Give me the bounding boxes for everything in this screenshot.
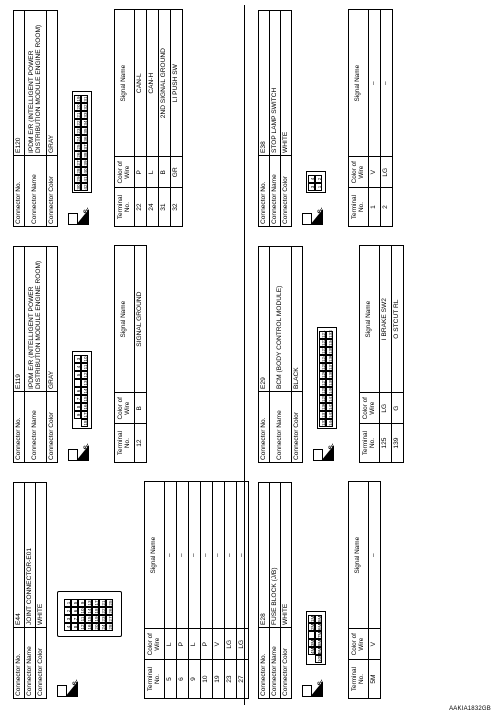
- terminal-row: [369, 482, 381, 699]
- pin-cell: 25: [108, 600, 113, 606]
- info-row: [281, 483, 292, 699]
- pin-cell: 141: [328, 394, 333, 402]
- pin-cell: 24: [76, 136, 81, 142]
- info-row: [25, 247, 47, 463]
- hs-label: H.S.: [317, 207, 324, 220]
- pin-cell: 28: [108, 624, 113, 630]
- pin-cell: 23: [76, 128, 81, 134]
- connector-color: GRAY: [47, 11, 58, 156]
- connector-number: E44: [14, 483, 25, 628]
- signal-name: –: [237, 482, 249, 629]
- terminal-no: 5M: [369, 660, 381, 699]
- pin-cell: 29: [76, 176, 81, 182]
- pin-cell: 130: [321, 402, 326, 410]
- pin-cell: 25: [76, 144, 81, 150]
- pin-cell: 144: [328, 418, 333, 426]
- info-row: [25, 483, 36, 699]
- info-label: Connector No.: [259, 156, 270, 227]
- connector-info-table: [258, 10, 292, 227]
- pin-cell: 17: [83, 412, 88, 418]
- info-label: Connector Color: [292, 392, 303, 463]
- terminal-table: [359, 245, 404, 463]
- terminal-row: [381, 10, 393, 227]
- pin-cell: 4: [64, 623, 71, 631]
- signal-name-header: Signal Name: [145, 482, 165, 629]
- connector-number: E119: [14, 247, 25, 392]
- signal-name: O STCUT RL: [392, 246, 404, 393]
- wire-color: LG: [225, 629, 237, 660]
- info-label: Connector No.: [14, 156, 25, 227]
- wire-color: B: [135, 393, 147, 424]
- pin-cell: 26: [76, 152, 81, 158]
- pin-cell: 122: [321, 338, 326, 346]
- info-row: [281, 11, 292, 227]
- signal-name: –: [201, 482, 213, 629]
- wire-color: GR: [171, 157, 183, 188]
- signal-name-header: Signal Name: [349, 482, 369, 629]
- signal-name: CAN-H: [147, 10, 159, 157]
- terminal-no: 10: [201, 660, 213, 699]
- terminal-no: 31: [159, 188, 171, 227]
- hs-label: H.S.: [328, 443, 335, 456]
- pin-cell: 8: [71, 623, 78, 631]
- signal-name: LI PUSH SW: [171, 10, 183, 157]
- terminal-no: 139: [392, 424, 404, 463]
- pin-cell: 133: [328, 330, 333, 338]
- pin-cell: 2: [64, 607, 71, 615]
- pin-cell: 9: [74, 411, 81, 419]
- terminal-row: [135, 246, 147, 463]
- pin-cell: 125: [321, 362, 326, 370]
- terminal-table: [144, 481, 249, 699]
- pin-cell: 21: [101, 600, 106, 606]
- signal-name: I BRAKE SW2: [380, 246, 392, 393]
- signal-name: –: [165, 482, 177, 629]
- connector-color: WHITE: [281, 11, 292, 156]
- pin-cell: 18: [94, 608, 99, 614]
- signal-name-header: Signal Name: [115, 10, 135, 157]
- info-label: Connector No.: [14, 392, 25, 463]
- harness-side-icon: [68, 207, 90, 225]
- pin-cell: 142: [328, 402, 333, 410]
- pin-cell: 137: [328, 362, 333, 370]
- pin-cell: 1M: [310, 615, 315, 622]
- terminal-row: [177, 482, 189, 699]
- pin-cell: 16: [83, 404, 88, 410]
- pin-cell: 126: [321, 370, 326, 378]
- info-row: [270, 247, 292, 463]
- wire-color: V: [213, 629, 225, 660]
- pin-cell: 131: [321, 410, 326, 418]
- wire-color: P: [201, 629, 213, 660]
- pin-cell: 2: [315, 175, 322, 183]
- terminal-row: [237, 482, 249, 699]
- terminal-no: 22: [135, 188, 147, 227]
- signal-name: 2ND SIGNAL GROUND: [159, 10, 171, 157]
- pin-cell: 121: [321, 330, 326, 338]
- connector-color: GRAY: [47, 247, 58, 392]
- signal-name: –: [177, 482, 189, 629]
- wire-color: B: [159, 157, 171, 188]
- terminal-table: [348, 481, 381, 699]
- info-row: [36, 483, 47, 699]
- pin-cell: 17: [94, 600, 99, 606]
- pin-cell: 32: [83, 104, 88, 110]
- terminal-table: [114, 9, 183, 227]
- pin-cell: 41: [83, 176, 88, 182]
- pin-cell: [74, 379, 81, 387]
- pin-cell: 10M: [317, 653, 322, 662]
- terminal-no-header: Terminal No.: [360, 424, 380, 463]
- connector-info-table: [13, 482, 47, 699]
- info-row: [47, 11, 58, 227]
- connector-sheet: [7, 5, 487, 705]
- connector-color: WHITE: [281, 483, 292, 628]
- pin-cell: 21: [76, 112, 81, 118]
- pin-cell: 34: [83, 120, 88, 126]
- pin-cell: 19: [76, 96, 81, 102]
- connector-info-table: [258, 246, 303, 463]
- terminal-no: 9: [189, 660, 201, 699]
- pin-cell: 6: [71, 607, 78, 615]
- harness-side-icon: [302, 207, 324, 225]
- terminal-table: [348, 9, 393, 227]
- pin-cell: 12: [80, 624, 85, 630]
- terminal-header-row: [145, 482, 165, 699]
- info-label: Connector Color: [36, 628, 47, 699]
- wire-color: V: [369, 157, 381, 188]
- terminal-row: [171, 10, 183, 227]
- signal-name: –: [213, 482, 225, 629]
- hs-label: H.S.: [83, 207, 90, 220]
- pin-cell: 3: [64, 615, 71, 623]
- terminal-no: 27: [237, 660, 249, 699]
- info-label: Connector Name: [270, 156, 281, 227]
- pin-cell: 140: [328, 386, 333, 394]
- info-label: Connector Name: [270, 392, 292, 463]
- connector-name: BCM (BODY CONTROL MODULE): [270, 247, 292, 392]
- pin-cell: 36: [83, 136, 88, 142]
- pin-cell: 2M: [310, 623, 315, 630]
- pin-cell: 42: [83, 184, 88, 190]
- connector-name: STOP LAMP SWITCH: [270, 11, 281, 156]
- info-label: Connector Color: [281, 628, 292, 699]
- pin-cell: 9: [78, 599, 85, 607]
- pin-cell: 40: [83, 168, 88, 174]
- info-label: Connector No.: [14, 628, 25, 699]
- terminal-no: 5: [165, 660, 177, 699]
- hs-label: H.S.: [72, 679, 79, 692]
- info-label: Connector Color: [281, 156, 292, 227]
- terminal-row: [213, 482, 225, 699]
- pin-cell: 127: [321, 378, 326, 386]
- pin-cell: 13: [83, 380, 88, 386]
- info-label: Connector Name: [25, 628, 36, 699]
- pin-cell: 6M: [317, 623, 322, 630]
- signal-name: –: [225, 482, 237, 629]
- pin-cell: 8: [74, 403, 81, 411]
- pin-cell: 30: [76, 184, 81, 190]
- connector-name: IPDM E/R (INTELLIGENT POWER DISTRIBUTION MODULE ENGINE ROOM): [25, 247, 47, 392]
- connector-name: IPDM E/R (INTELLIGENT POWER DISTRIBUTION MODULE ENGINE ROOM): [25, 11, 47, 156]
- info-row: [259, 247, 270, 463]
- hs-label: H.S.: [83, 443, 90, 456]
- info-row: [259, 483, 270, 699]
- wire-color-header: Color of Wire: [349, 629, 369, 660]
- terminal-no: 24: [147, 188, 159, 227]
- info-row: [14, 11, 25, 227]
- connector-number: E28: [259, 483, 270, 628]
- signal-name: SIGNAL GROUND: [135, 246, 147, 393]
- pin-cell: 15: [87, 616, 92, 622]
- signal-name: –: [381, 10, 393, 157]
- terminal-no: 23: [225, 660, 237, 699]
- info-row: [292, 247, 303, 463]
- terminal-no: 19: [213, 660, 225, 699]
- pin-cell: 6: [74, 387, 81, 395]
- pin-cell: 27: [76, 160, 81, 166]
- pin-cell: 7: [74, 395, 81, 403]
- terminal-row: [369, 10, 381, 227]
- pin-cell: 5M: [317, 615, 322, 622]
- pin-cell: 31: [83, 96, 88, 102]
- pin-cell: 135: [328, 346, 333, 354]
- pin-cell: 28: [76, 168, 81, 174]
- terminal-row: [201, 482, 213, 699]
- pin-cell: 10: [83, 356, 88, 362]
- wire-color-header: Color of Wire: [360, 393, 380, 424]
- harness-side-icon: [302, 679, 324, 697]
- terminal-no: 12: [135, 424, 147, 463]
- terminal-no-header: Terminal No.: [349, 188, 369, 227]
- terminal-no: 1: [369, 188, 381, 227]
- terminal-no: 2: [381, 188, 393, 227]
- wire-color: P: [177, 629, 189, 660]
- pin-cell: 20: [76, 104, 81, 110]
- pin-cell: 1: [315, 183, 322, 191]
- terminal-row: [392, 246, 404, 463]
- terminal-no: 6: [177, 660, 189, 699]
- pin-cell: 1: [64, 599, 71, 607]
- pin-cell: 134: [328, 338, 333, 346]
- info-label: Connector Color: [47, 392, 58, 463]
- pin-cell: 3: [308, 183, 315, 191]
- pin-cell: 13: [87, 600, 92, 606]
- pin-cell: 3: [74, 355, 81, 363]
- connector-info-table: [13, 246, 58, 463]
- pin-cell: 129: [321, 394, 326, 402]
- terminal-no-header: Terminal No.: [145, 660, 165, 699]
- pin-cell: 138: [328, 370, 333, 378]
- terminal-header-row: [349, 482, 369, 699]
- terminal-no-header: Terminal No.: [349, 660, 369, 699]
- info-label: Connector Color: [47, 156, 58, 227]
- harness-side-icon: [57, 679, 79, 697]
- terminal-row: [147, 10, 159, 227]
- wire-color: P: [135, 157, 147, 188]
- terminal-header-row: [115, 10, 135, 227]
- terminal-row: [225, 482, 237, 699]
- pin-cell: 23: [101, 616, 106, 622]
- terminal-no: 125: [380, 424, 392, 463]
- info-row: [259, 11, 270, 227]
- wire-color: V: [369, 629, 381, 660]
- wire-color: LG: [380, 393, 392, 424]
- pin-cell: 27: [108, 616, 113, 622]
- info-label: Connector Name: [270, 628, 281, 699]
- signal-name: CAN-L: [135, 10, 147, 157]
- harness-side-icon: [313, 443, 335, 461]
- wire-color-header: Color of Wire: [145, 629, 165, 660]
- wire-color-header: Color of Wire: [115, 393, 135, 424]
- signal-name-header: Signal Name: [360, 246, 380, 393]
- pin-cell: 24: [101, 624, 106, 630]
- pin-cell: [308, 631, 315, 639]
- info-row: [270, 483, 281, 699]
- terminal-no: 32: [171, 188, 183, 227]
- connector-number: E38: [259, 11, 270, 156]
- connector-number: E120: [14, 11, 25, 156]
- harness-side-icon: [68, 443, 90, 461]
- pin-cell: 5: [71, 599, 78, 607]
- pin-cell: 128: [321, 386, 326, 394]
- terminal-header-row: [360, 246, 380, 463]
- pin-cell: 26: [108, 608, 113, 614]
- wire-color: L: [189, 629, 201, 660]
- pin-cell: 12: [83, 372, 88, 378]
- wire-color-header: Color of Wire: [349, 157, 369, 188]
- pin-cell: 19: [94, 616, 99, 622]
- info-label: Connector No.: [259, 628, 270, 699]
- pin-cell: 11: [80, 616, 85, 622]
- pin-cell: 143: [328, 410, 333, 418]
- signal-name: –: [369, 482, 381, 629]
- terminal-no-header: Terminal No.: [115, 424, 135, 463]
- info-label: Connector No.: [259, 392, 270, 463]
- pin-cell: 33: [83, 112, 88, 118]
- connector-color: BLACK: [292, 247, 303, 392]
- pin-cell: 18: [83, 420, 88, 426]
- hs-label: H.S.: [317, 679, 324, 692]
- wire-color: G: [392, 393, 404, 424]
- connector-name: FUSE BLOCK (J/B): [270, 483, 281, 628]
- pin-cell: 22: [101, 608, 106, 614]
- pin-cell: 37: [83, 144, 88, 150]
- pin-cell: 14: [83, 388, 88, 394]
- pin-cell: 132: [321, 418, 326, 426]
- pin-cell: 7M: [317, 631, 322, 638]
- info-row: [25, 11, 47, 227]
- info-row: [14, 483, 25, 699]
- pin-cell: 3M: [310, 639, 315, 646]
- pin-cell: 35: [83, 128, 88, 134]
- info-row: [14, 247, 25, 463]
- pin-cell: 14: [87, 608, 92, 614]
- terminal-row: [189, 482, 201, 699]
- connector-info-table: [13, 10, 58, 227]
- pin-cell: 136: [328, 354, 333, 362]
- pin-cell: 7: [71, 615, 78, 623]
- info-row: [270, 11, 281, 227]
- pin-cell: 10: [80, 608, 85, 614]
- info-row: [47, 247, 58, 463]
- connector-name: JOINT CONNECTOR-E01: [25, 483, 36, 628]
- pin-cell: 20: [94, 624, 99, 630]
- wire-color-header: Color of Wire: [115, 157, 135, 188]
- wire-color: L: [147, 157, 159, 188]
- pin-cell: 4: [308, 175, 315, 183]
- pin-cell: 124: [321, 354, 326, 362]
- pin-cell: 5: [74, 371, 81, 379]
- signal-name: –: [369, 10, 381, 157]
- pin-cell: 4M: [310, 647, 315, 654]
- pin-cell: 15: [83, 396, 88, 402]
- pin-cell: 16: [87, 624, 92, 630]
- pin-cell: 38: [83, 152, 88, 158]
- wire-color: LG: [237, 629, 249, 660]
- terminal-header-row: [115, 246, 135, 463]
- figure-code: AAKIA1832GB: [449, 706, 491, 712]
- connector-number: E29: [259, 247, 270, 392]
- signal-name-header: Signal Name: [115, 246, 135, 393]
- pin-cell: 11: [83, 364, 88, 370]
- terminal-header-row: [349, 10, 369, 227]
- pin-cell: 39: [83, 160, 88, 166]
- connector-info-table: [258, 482, 292, 699]
- wire-color: L: [165, 629, 177, 660]
- pin-cell: 9M: [317, 647, 322, 654]
- terminal-row: [159, 10, 171, 227]
- terminal-table: [114, 245, 147, 463]
- signal-name-header: Signal Name: [349, 10, 369, 157]
- terminal-row: [380, 246, 392, 463]
- pin-cell: 139: [328, 378, 333, 386]
- pin-cell: 4: [74, 363, 81, 371]
- terminal-row: [165, 482, 177, 699]
- pin-cell: 8M: [317, 639, 322, 646]
- signal-name: –: [189, 482, 201, 629]
- terminal-no-header: Terminal No.: [115, 188, 135, 227]
- terminal-row: [135, 10, 147, 227]
- info-label: Connector Name: [25, 392, 47, 463]
- connector-color: WHITE: [36, 483, 47, 628]
- pin-cell: 22: [76, 120, 81, 126]
- pin-cell: 123: [321, 346, 326, 354]
- wire-color: LG: [381, 157, 393, 188]
- info-label: Connector Name: [25, 156, 47, 227]
